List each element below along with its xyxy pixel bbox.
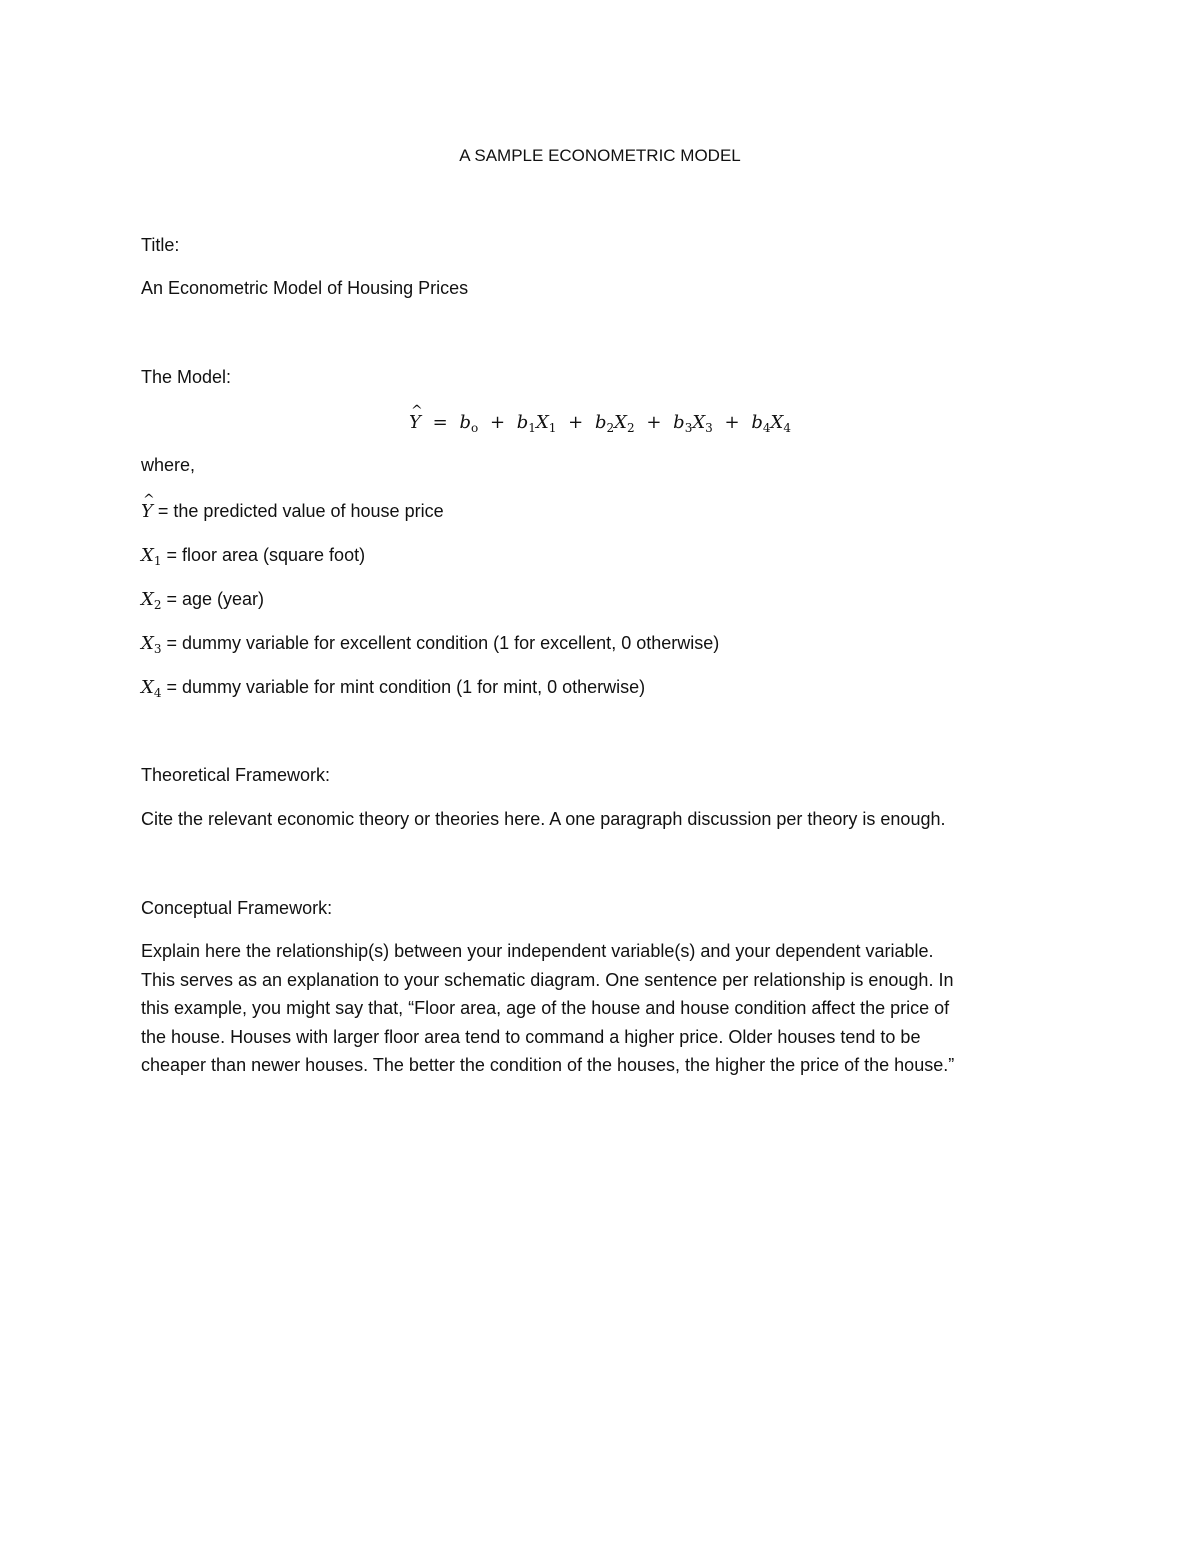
equation-plus: + <box>646 412 662 433</box>
equation-lhs: ^ Y <box>409 411 421 435</box>
definition-x1 <box>141 544 365 567</box>
equation-plus: + <box>489 412 506 433</box>
document-heading: A SAMPLE ECONOMETRIC MODEL <box>459 146 741 165</box>
definition-symbol: ^ Y <box>141 501 153 523</box>
equation-term: $b_3X_3$ <box>673 412 713 435</box>
definition-symbol: $X_3$ <box>141 633 162 656</box>
equation-body <box>409 412 791 433</box>
equation-term: $b_4X_4$ <box>751 412 792 435</box>
definition-symbol: $X_1$ <box>141 545 162 568</box>
definition-y-hat <box>141 500 444 523</box>
definition-text: = the predicted value of house price <box>152 501 444 521</box>
equation-plus: + <box>568 412 584 433</box>
title-label: Title: <box>141 235 180 255</box>
equation-term: $b_2X_2$ <box>594 412 635 435</box>
definition-symbol: $X_2$ <box>141 589 162 612</box>
definition-text: = dummy variable for mint condition (1 for mint, 0 otherwise) <box>161 677 646 697</box>
where-label: where, <box>141 455 196 475</box>
model-label: The Model: <box>141 367 232 387</box>
definition-x2 <box>141 588 264 611</box>
paragraph-line: This serves as an explanation to your schematic diagram. One sentence per relationship is enough. In <box>141 969 954 990</box>
theoretical-framework-label: Theoretical Framework: <box>141 765 331 785</box>
equation-term: $b_o$ <box>459 412 479 435</box>
equation-equals: = <box>432 412 448 433</box>
definition-text: = floor area (square foot) <box>161 545 366 565</box>
definition-text: = dummy variable for excellent condition (1 for excellent, 0 otherwise) <box>161 633 720 653</box>
paragraph-line: Explain here the relationship(s) between your independent variable(s) and your dependent variable. <box>141 941 934 961</box>
title-text: An Econometric Model of Housing Prices <box>141 278 469 298</box>
theoretical-framework-text: Cite the relevant economic theory or theories here. A one paragraph discussion per theory is enough. <box>141 809 946 829</box>
conceptual-framework-paragraph <box>141 937 1061 1080</box>
paragraph-line: this example, you might say that, “Floor area, age of the house and house condition affect the price of <box>141 998 950 1018</box>
definition-text: = age (year) <box>161 589 265 609</box>
equation-term: $b_1X_1$ <box>516 412 557 435</box>
paragraph-line: cheaper than newer houses. The better the condition of the houses, the higher the price of the house.” <box>141 1055 955 1075</box>
definition-x3 <box>141 632 719 655</box>
definition-x4 <box>141 676 645 699</box>
definition-symbol: $X_4$ <box>141 677 162 700</box>
equation-plus: + <box>724 412 740 433</box>
conceptual-framework-label: Conceptual Framework: <box>141 898 333 918</box>
regression-equation <box>0 410 1200 435</box>
paragraph-line: the house. Houses with larger floor area tend to command a higher price. Older houses tend to be <box>141 1026 921 1047</box>
